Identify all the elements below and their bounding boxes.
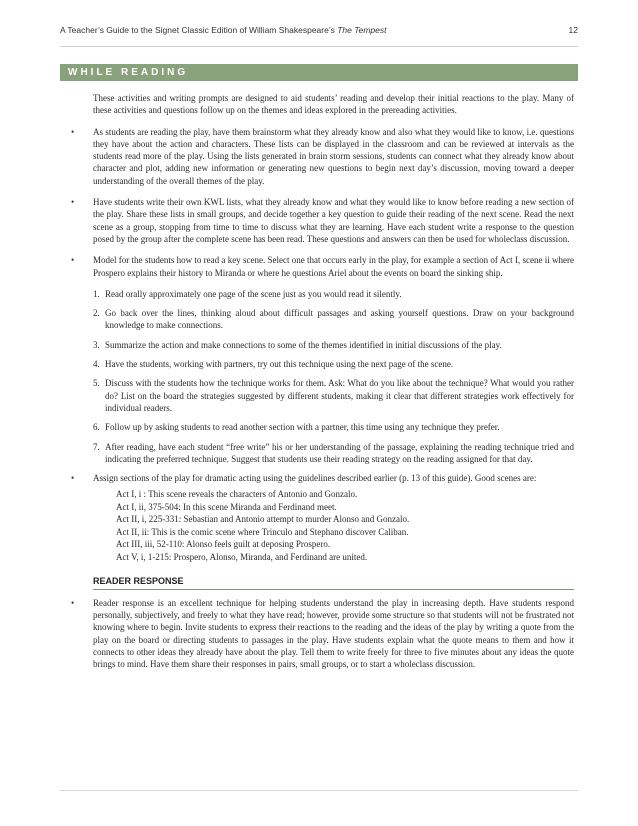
bullet-item <box>71 254 574 279</box>
bullet-item <box>71 196 574 245</box>
bullet-text: Assign sections of the play for dramatic acting using the guidelines described earlier (p. 13 of this guide). Good scenes are: <box>93 473 537 484</box>
step-text: Summarize the action and make connections to some of the themes identified in initial discussions of the play. <box>105 339 502 350</box>
page-header <box>60 25 578 35</box>
header-title: A Teacher’s Guide to the Signet Classic Edition of William Shakespeare’s The Tempest <box>60 25 387 35</box>
reader-response-text: Reader response is an excellent technique for helping students understand the play in increasing depth. Have students respond personally, subjectively, and freely to what they have read; however, provide some structure so that students will not be frustrated not knowing where to begin. Invite students to express their reactions to the reading and the ideas of the play by writing a quote from the play on the board or directing students to passages in the play. Have students explain what the quote means to them and how it connects to other ideas they already have about the play. Tell them to write freely for three to five minutes about any ideas the quote brings to mind. Have them share their responses in pairs, small groups, or to start a wholeclass discussion. <box>93 597 574 670</box>
step-text: After reading, have each student “free write” his or her understanding of the passage, explaining the reading technique tried and indicating the preferred technique. Suggest that students use their reading strategy on the reading assigned for that day. <box>105 441 574 464</box>
bullet-text: Model for the students how to read a key scene. Select one that occurs early in the play, for example a section of Act I, scene ii where Prospero explains their history to Miranda or where he questions Ariel about the events on board the sinking ship. <box>93 255 574 278</box>
bullet-text: As students are reading the play, have them brainstorm what they already know and also what they would like to know, i.e. questions they have about the action and characters. These lists can be displayed in the classroom and can be reviewed at intervals as the students read more of the play. Using the lists generated in brain storm sessions, students can connect what they already know about character and plot, adding new information or generating new questions to begin next day’s discussion, moving toward a deeper understanding of the overall themes of the play. <box>93 126 574 186</box>
scene-item: Act I, ii, 375-504: In this scene Miranda and Ferdinand meet. <box>116 501 337 512</box>
intro-paragraph: These activities and writing prompts are designed to aid students’ reading and develop their initial reactions to the play. Many of these activities and questions follow up on the themes and ideas explored in the prereading activities. <box>93 93 574 116</box>
scene-item: Act II, ii: This is the comic scene where Trinculo and Stephano discover Caliban. <box>116 526 409 537</box>
step-text: Read orally approximately one page of the scene just as you would read it silently. <box>105 288 402 299</box>
footer-divider <box>60 790 578 791</box>
bullet-icon: • <box>71 473 75 484</box>
scene-item: Act II, i, 225-331: Sebastian and Antonio attempt to murder Alonso and Gonzalo. <box>116 514 410 525</box>
step-item <box>93 339 574 351</box>
reader-response-heading: READER RESPONSE <box>93 575 574 589</box>
scene-item: Act III, iii, 52-110: Alonso feels guilt at deposing Prospero. <box>116 539 331 550</box>
header-divider <box>60 46 578 47</box>
scene-list <box>116 488 574 563</box>
bullet-icon: • <box>71 197 75 208</box>
step-text: Follow up by asking students to read another section with a partner, this time using any technique they prefer. <box>105 422 500 433</box>
step-number: 2. <box>93 308 100 319</box>
bullet-item <box>71 472 574 484</box>
step-item <box>93 358 574 370</box>
numbered-steps <box>93 288 574 465</box>
step-number: 1. <box>93 288 100 299</box>
step-item <box>93 377 574 414</box>
step-number: 4. <box>93 359 100 370</box>
step-item <box>93 288 574 300</box>
bullet-item <box>71 126 574 187</box>
step-item <box>93 421 574 433</box>
scene-item: Act I, i : This scene reveals the characters of Antonio and Gonzalo. <box>116 489 358 500</box>
bullet-icon: • <box>71 597 75 608</box>
bullet-item <box>71 597 574 671</box>
section-banner: WHILE READING <box>60 64 578 81</box>
step-number: 3. <box>93 339 100 350</box>
bullet-icon: • <box>71 255 75 266</box>
step-number: 7. <box>93 441 100 452</box>
step-item <box>93 307 574 332</box>
step-item <box>93 441 574 466</box>
step-number: 5. <box>93 378 100 389</box>
bullet-text: Have students write their own KWL lists, what they already know and what they would like to know before reading a new section of the play. Share these lists in small groups, and decide together a key question to guide their reading of the next scene. Read the next scene as a group, stopping from time to time to discuss what they are learning. Have each student write a response to the question posed by the group after the complete scene has been read. These questions and answers can then be used for wholeclass discussion. <box>93 197 574 244</box>
step-text: Have the students, working with partners, try out this technique using the next page of the scene. <box>105 359 454 370</box>
page-number: 12 <box>568 25 578 35</box>
step-text: Go back over the lines, thinking aloud about difficult passages and asking yourself questions. Draw on your background knowledge to make connections. <box>105 308 574 331</box>
bullet-icon: • <box>71 126 75 137</box>
step-text: Discuss with the students how the technique works for them. Ask: What do you like about the technique? What would you rather do? List on the board the strategies suggested by different students, making it clear that different strategies work effectively for individual readers. <box>105 378 574 413</box>
scene-item: Act V, i, 1-215: Prospero, Alonso, Miranda, and Ferdinand are united. <box>116 551 368 562</box>
step-number: 6. <box>93 422 100 433</box>
page-content <box>71 92 574 680</box>
